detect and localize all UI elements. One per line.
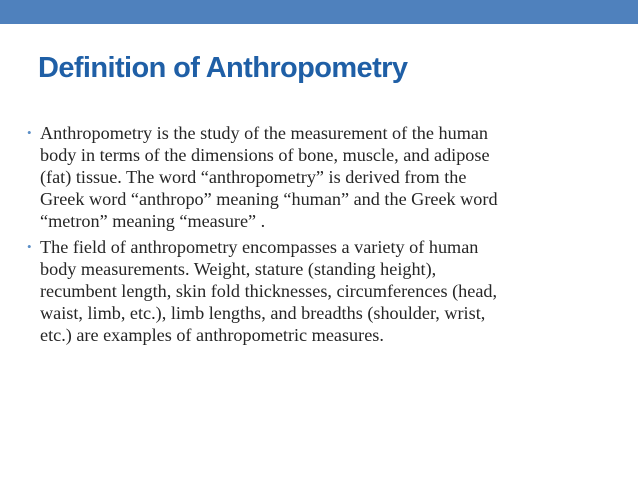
bullet-marker-icon: • <box>27 125 32 140</box>
bullet-text-line: body in terms of the dimensions of bone, muscle, and adipose <box>40 145 490 165</box>
bullet-text-line: waist, limb, etc.), limb lengths, and breadths (shoulder, wrist, <box>40 303 486 323</box>
bullet-list <box>26 122 606 350</box>
bullet-text-line: Greek word “anthropo” meaning “human” and the Greek word <box>40 189 498 209</box>
bullet-text-line: “metron” meaning “measure” . <box>40 211 266 231</box>
bullet-text-line: body measurements. Weight, stature (standing height), <box>40 259 437 279</box>
bullet-text-line: Anthropometry is the study of the measurement of the human <box>40 123 489 143</box>
top-accent-band <box>0 0 638 24</box>
slide-title: Definition of Anthropometry <box>38 52 408 84</box>
bullet-marker-icon: • <box>27 239 32 254</box>
bullet-text-line: recumbent length, skin fold thicknesses, circumferences (head, <box>40 281 498 301</box>
bullet-item-definition <box>26 122 606 232</box>
bullet-text-line: The field of anthropometry encompasses a variety of human <box>40 237 479 257</box>
bullet-text-line: etc.) are examples of anthropometric measures. <box>40 325 384 345</box>
bullet-item-measurements <box>26 236 606 346</box>
bullet-text-line: (fat) tissue. The word “anthropometry” is derived from the <box>40 167 467 187</box>
